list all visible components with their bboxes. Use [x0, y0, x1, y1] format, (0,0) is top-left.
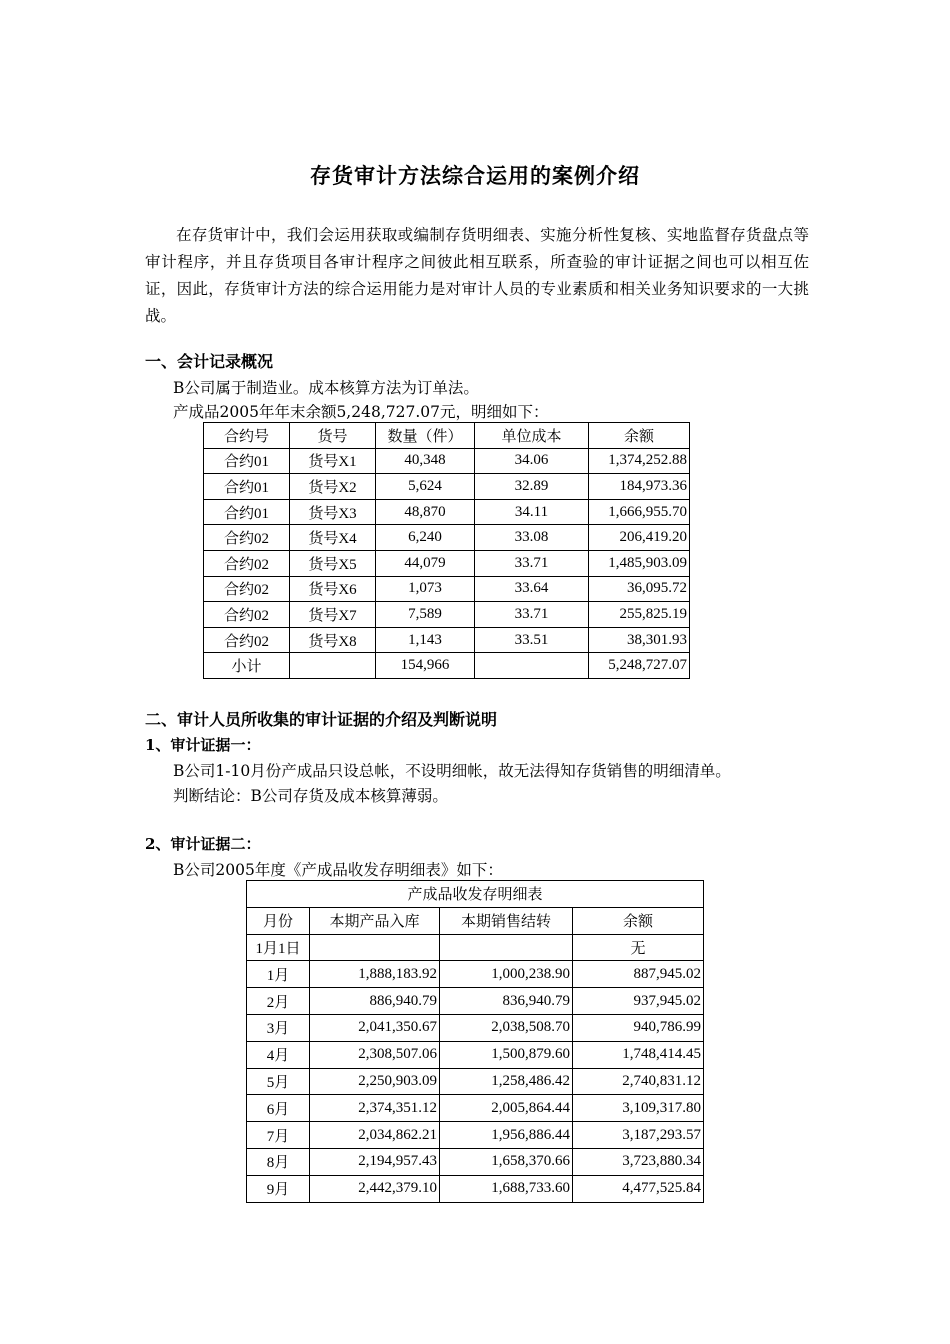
- header-inflow: 本期产品入库: [310, 907, 440, 934]
- table-row: [247, 988, 704, 1015]
- cell-contract: 合约02: [204, 627, 290, 653]
- cell-contract: 合约01: [204, 448, 290, 474]
- cell-quantity: 1,143: [376, 627, 475, 653]
- cell-item: 货号X2: [290, 474, 376, 500]
- cell-sales: 1,956,886.44: [440, 1122, 573, 1149]
- cell-unit-cost: 34.11: [475, 499, 589, 525]
- cell-inflow: 2,194,957.43: [310, 1148, 440, 1175]
- section1-heading: 一、会计记录概况: [145, 352, 274, 371]
- cell-sales: 1,258,486.42: [440, 1068, 573, 1095]
- cell-unit-cost: 33.51: [475, 627, 589, 653]
- cell-item: 货号X4: [290, 525, 376, 551]
- cell-quantity: 48,870: [376, 499, 475, 525]
- table-row: [204, 550, 690, 576]
- evidence1-line1: B公司1-10月份产成品只设总帐，不设明细帐，故无法得知存货销售的明细清单。: [173, 762, 731, 780]
- cell-item: 货号X7: [290, 602, 376, 628]
- cell-inflow: 886,940.79: [310, 988, 440, 1015]
- table-row: [247, 1175, 704, 1202]
- subtotal-label: 小计: [204, 653, 290, 679]
- cell-balance: 937,945.02: [573, 988, 704, 1015]
- cell-item: 货号X3: [290, 499, 376, 525]
- cell-balance: 2,740,831.12: [573, 1068, 704, 1095]
- cell-unit-cost: 34.06: [475, 448, 589, 474]
- cell-inflow: 2,034,862.21: [310, 1122, 440, 1149]
- cell-unit-cost: 33.71: [475, 602, 589, 628]
- cell-balance: 1,666,955.70: [589, 499, 690, 525]
- section2-heading: 二、审计人员所收集的审计证据的介绍及判断说明: [145, 710, 498, 729]
- cell-unit-cost: 33.08: [475, 525, 589, 551]
- cell-month: 2月: [247, 988, 310, 1015]
- table-caption-row: [247, 881, 704, 908]
- cell-balance: 36,095.72: [589, 576, 690, 602]
- cell-item: 货号X8: [290, 627, 376, 653]
- cell-sales: [440, 934, 573, 961]
- table-row: [204, 576, 690, 602]
- cell-contract: 合约02: [204, 525, 290, 551]
- evidence1-heading: 1、审计证据一：: [145, 736, 261, 754]
- cell-balance: 3,723,880.34: [573, 1148, 704, 1175]
- table-row: [204, 499, 690, 525]
- table-row: [204, 602, 690, 628]
- header-unit-cost: 单位成本: [475, 423, 589, 449]
- evidence2-line1: B公司2005年度《产成品收发存明细表》如下：: [173, 861, 503, 879]
- evidence1-conclusion: 判断结论：B公司存货及成本核算薄弱。: [173, 787, 448, 805]
- table-row: [247, 1068, 704, 1095]
- table-row: [247, 1148, 704, 1175]
- cell-unit-cost: 32.89: [475, 474, 589, 500]
- cell-month: 4月: [247, 1041, 310, 1068]
- cell-inflow: [310, 934, 440, 961]
- cell-unit-cost: 33.71: [475, 550, 589, 576]
- cell-balance: 206,419.20: [589, 525, 690, 551]
- cell-inflow: 2,442,379.10: [310, 1175, 440, 1202]
- cell-sales: 836,940.79: [440, 988, 573, 1015]
- cell-inflow: 2,250,903.09: [310, 1068, 440, 1095]
- cell-month: 5月: [247, 1068, 310, 1095]
- table-header-row: [247, 907, 704, 934]
- cell-month: 3月: [247, 1014, 310, 1041]
- cell-balance: 1,748,414.45: [573, 1041, 704, 1068]
- subtotal-item: [290, 653, 376, 679]
- cell-month: 1月: [247, 961, 310, 988]
- table-header-row: [204, 423, 690, 449]
- header-quantity: 数量（件）: [376, 423, 475, 449]
- evidence2-heading: 2、审计证据二：: [145, 835, 261, 853]
- cell-contract: 合约02: [204, 550, 290, 576]
- cell-quantity: 5,624: [376, 474, 475, 500]
- inventory-flow-table: [246, 880, 704, 1203]
- intro-paragraph: 在存货审计中，我们会运用获取或编制存货明细表、实施分析性复核、实地监督存货盘点等审计程序，并且存货项目各审计程序之间彼此相互联系，所查验的审计证据之间也可以相互佐证，因此，存货审计方法的综合运用能力是对审计人员的专业素质和相关业务知识要求的一大挑战。: [145, 226, 809, 325]
- table-row: [247, 1122, 704, 1149]
- cell-quantity: 1,073: [376, 576, 475, 602]
- subtotal-unit-cost: [475, 653, 589, 679]
- cell-sales: 1,688,733.60: [440, 1175, 573, 1202]
- cell-inflow: 2,374,351.12: [310, 1095, 440, 1122]
- header-month: 月份: [247, 907, 310, 934]
- cell-balance: 1,374,252.88: [589, 448, 690, 474]
- cell-item: 货号X1: [290, 448, 376, 474]
- table-row: [247, 961, 704, 988]
- cell-balance: 3,187,293.57: [573, 1122, 704, 1149]
- cell-sales: 1,500,879.60: [440, 1041, 573, 1068]
- cell-month: 7月: [247, 1122, 310, 1149]
- subtotal-balance: 5,248,727.07: [589, 653, 690, 679]
- cell-month: 8月: [247, 1148, 310, 1175]
- header-contract: 合约号: [204, 423, 290, 449]
- cell-sales: 1,658,370.66: [440, 1148, 573, 1175]
- table-caption: 产成品收发存明细表: [247, 881, 704, 908]
- table-row: [204, 627, 690, 653]
- cell-inflow: 2,041,350.67: [310, 1014, 440, 1041]
- cell-balance: 940,786.99: [573, 1014, 704, 1041]
- cell-sales: 2,005,864.44: [440, 1095, 573, 1122]
- section1-line1: B公司属于制造业。成本核算方法为订单法。: [173, 379, 479, 397]
- table-row: [204, 448, 690, 474]
- cell-item: 货号X5: [290, 550, 376, 576]
- cell-item: 货号X6: [290, 576, 376, 602]
- cell-sales: 2,038,508.70: [440, 1014, 573, 1041]
- cell-balance: 255,825.19: [589, 602, 690, 628]
- cell-contract: 合约02: [204, 576, 290, 602]
- header-balance: 余额: [589, 423, 690, 449]
- header-sales: 本期销售结转: [440, 907, 573, 934]
- cell-balance: 3,109,317.80: [573, 1095, 704, 1122]
- cell-balance: 887,945.02: [573, 961, 704, 988]
- cell-balance: 4,477,525.84: [573, 1175, 704, 1202]
- cell-inflow: 2,308,507.06: [310, 1041, 440, 1068]
- cell-contract: 合约02: [204, 602, 290, 628]
- cell-quantity: 7,589: [376, 602, 475, 628]
- finished-goods-detail-table: [203, 422, 690, 679]
- cell-balance: 38,301.93: [589, 627, 690, 653]
- cell-quantity: 6,240: [376, 525, 475, 551]
- opening-row: [247, 934, 704, 961]
- cell-sales: 1,000,238.90: [440, 961, 573, 988]
- cell-month: 1月1日: [247, 934, 310, 961]
- header-balance: 余额: [573, 907, 704, 934]
- cell-balance: 1,485,903.09: [589, 550, 690, 576]
- cell-contract: 合约01: [204, 499, 290, 525]
- cell-month: 6月: [247, 1095, 310, 1122]
- document-title: 存货审计方法综合运用的案例介绍: [310, 163, 640, 188]
- table-row: [204, 474, 690, 500]
- subtotal-quantity: 154,966: [376, 653, 475, 679]
- table-row: [247, 1014, 704, 1041]
- table-row: [247, 1041, 704, 1068]
- table-row: [247, 1095, 704, 1122]
- cell-balance: 无: [573, 934, 704, 961]
- cell-quantity: 44,079: [376, 550, 475, 576]
- cell-inflow: 1,888,183.92: [310, 961, 440, 988]
- cell-month: 9月: [247, 1175, 310, 1202]
- cell-contract: 合约01: [204, 474, 290, 500]
- subtotal-row: [204, 653, 690, 679]
- table-row: [204, 525, 690, 551]
- header-item: 货号: [290, 423, 376, 449]
- cell-unit-cost: 33.64: [475, 576, 589, 602]
- section1-line2: 产成品2005年年末余额5,248,727.07元，明细如下：: [173, 403, 549, 421]
- cell-quantity: 40,348: [376, 448, 475, 474]
- cell-balance: 184,973.36: [589, 474, 690, 500]
